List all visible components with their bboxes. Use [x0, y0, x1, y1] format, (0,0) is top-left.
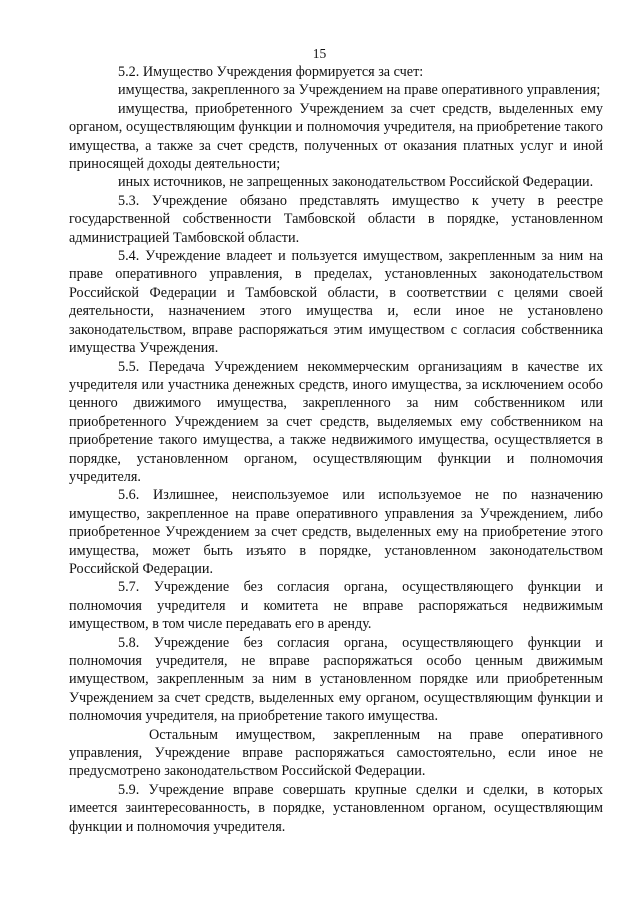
page-number: 15 [312, 46, 327, 61]
document-body [69, 63, 603, 836]
paragraph-5-8-continuation: Остальным имуществом, закрепленным на праве оперативного управления, Учреждение вправе распоряжаться самостоятельно, если иное не предусмотрено законодательством Российской Федерации. [69, 726, 603, 780]
paragraph-5-5: 5.5. Передача Учреждением некоммерческим организациям в качестве их учредителя или участника денежных средств, иного имущества, за исключением особо ценного движимого имущества, закрепленного за ним собственником или приобретенного Учреждением за счет средств, выделяемых ему собственником на приобретение такого имущества, а также недвижимого имущества, осуществляется в порядке, установленном органом, осуществляющим функции и полномочия учредителя. [69, 358, 603, 485]
paragraph-5-2-item-3: иных источников, не запрещенных законодательством Российской Федерации. [118, 174, 594, 191]
paragraph-5-3: 5.3. Учреждение обязано представлять имущество к учету в реестре государственной собственности Тамбовской области в порядке, установленном администрацией Тамбовской области. [69, 192, 603, 246]
paragraph-5-2-item-2: имущества, приобретенного Учреждением за счет средств, выделенных ему органом, осуществляющим функции и полномочия учредителя, на приобретение такого имущества, а также за счет средств, полученных от оказания платных услуг и иной приносящей доходы деятельности; [69, 100, 603, 173]
paragraph-5-2-item-1: имущества, закрепленного за Учреждением на праве оперативного управления; [118, 82, 601, 99]
paragraph-5-6: 5.6. Излишнее, неиспользуемое или используемое не по назначению имущество, закрепленное на праве оперативного управления за Учреждением, либо приобретенное Учреждением за счет средств, выделенных ему на приобретение этого имущества, может быть изъято в порядке, установленном законодательством Российской Федерации. [69, 487, 603, 577]
paragraph-5-2: 5.2. Имущество Учреждения формируется за счет: [118, 64, 424, 80]
paragraph-5-8: 5.8. Учреждение без согласия органа, осуществляющего функции и полномочия учредителя, не вправе распоряжаться особо ценным движимым имуществом, закрепленным за ним в установленном порядке или приобретенным Учреждением за счет средств, выделенных ему органом, осуществляющим функции и полномочия учредителя, на приобретение такого имущества. [69, 634, 603, 725]
paragraph-5-4: 5.4. Учреждение владеет и пользуется имуществом, закрепленным за ним на праве оперативного управления, в пределах, установленных законодательством Российской Федерации и Тамбовской области, в соответствии с целями своей деятельности, назначением этого имущества и, если иное не установлено законодательством, вправе распоряжаться этим имуществом с согласия собственника имущества Учреждения. [69, 248, 603, 357]
paragraph-5-9: 5.9. Учреждение вправе совершать крупные сделки и сделки, в которых имеется заинтересованность, в порядке, установленном органом, осуществляющим функции и полномочия учредителя. [69, 781, 603, 835]
paragraph-5-7: 5.7. Учреждение без согласия органа, осуществляющего функции и полномочия учредителя и комитета не вправе распоряжаться недвижимым имуществом, в том числе передавать его в аренду. [69, 579, 603, 633]
